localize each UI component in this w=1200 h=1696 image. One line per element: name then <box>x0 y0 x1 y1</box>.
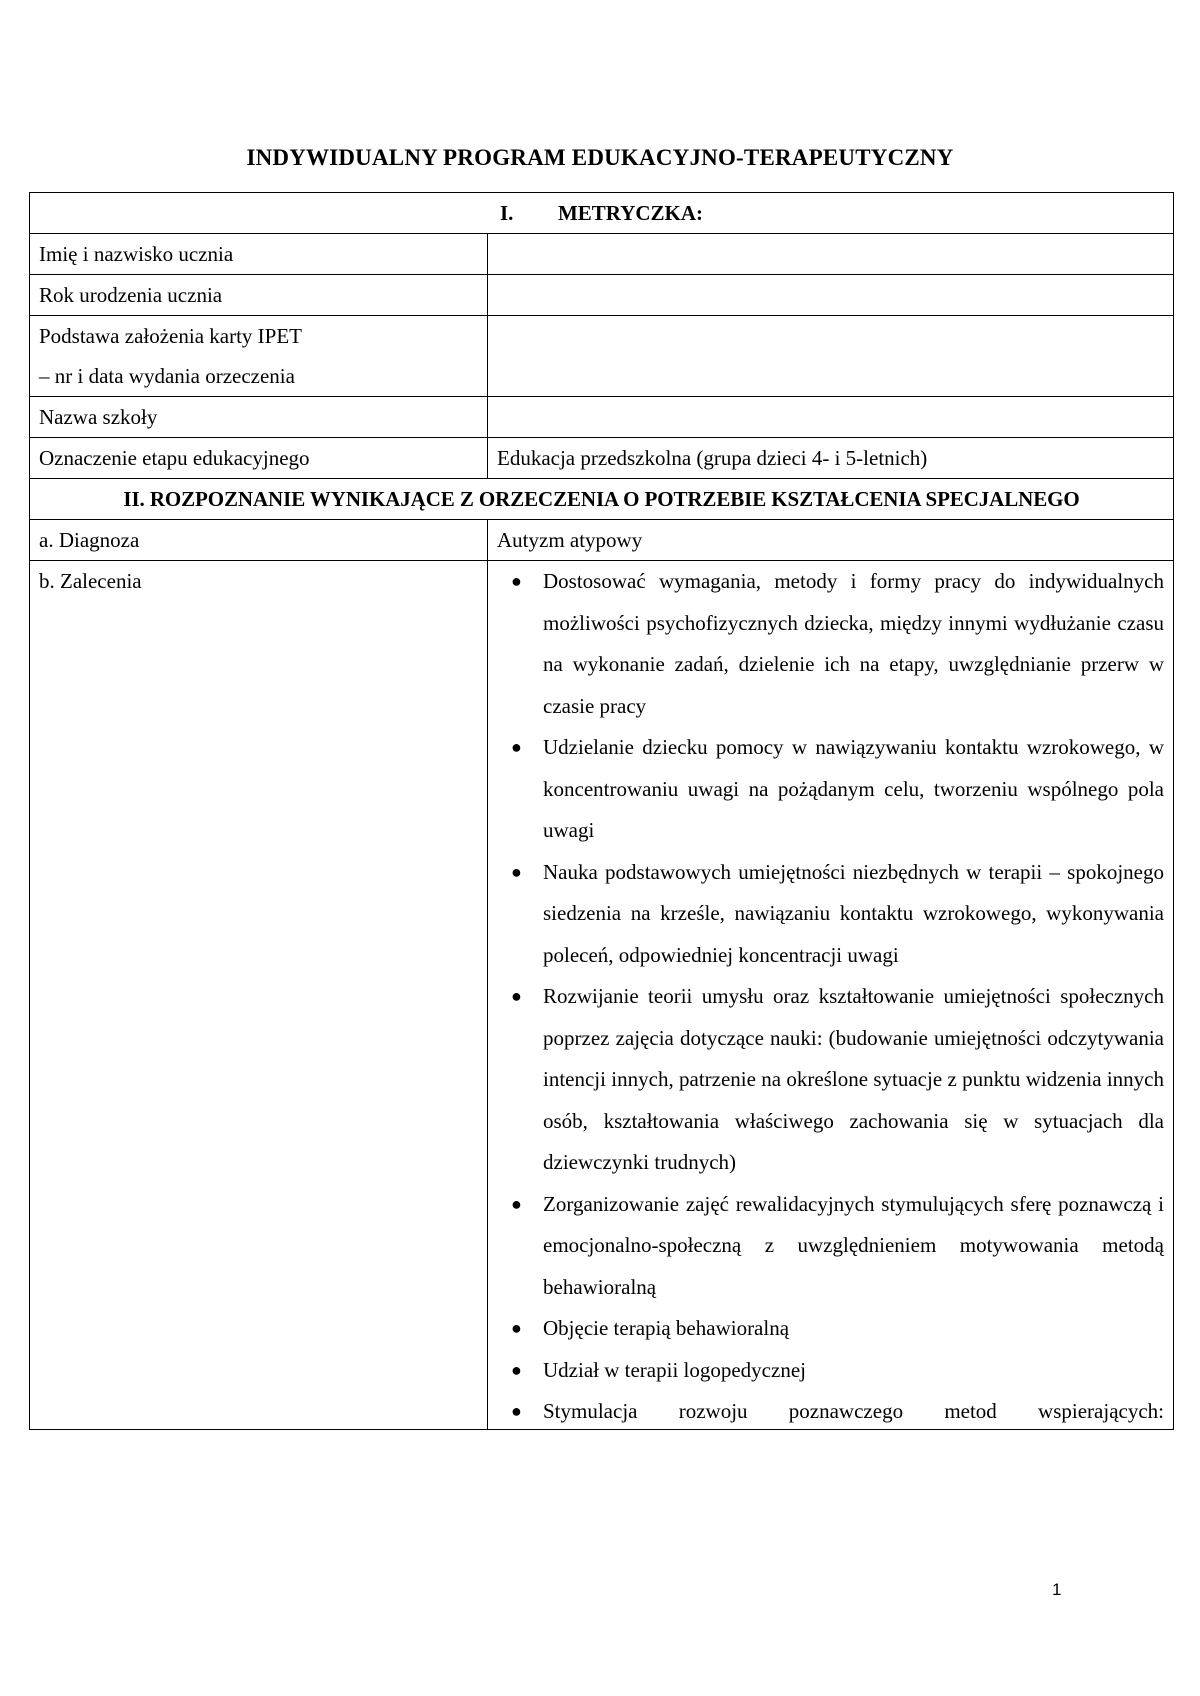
section-1-number: I. <box>499 201 514 225</box>
recommendation-item <box>497 727 1164 852</box>
recommendation-text: Zorganizowanie zajęć rewalidacyjnych stymulujących sferę poznawczą i emocjonalno-społeczną z uwzględnieniem motywowania metodą behawioralną <box>543 1191 1164 1299</box>
basis-label-line2: – nr i data wydania orzeczenia <box>39 364 295 388</box>
recommendation-text: Stymulacja rozwoju poznawczego metod wspierających: <box>543 1399 1164 1423</box>
bullet-icon: ● <box>511 1318 522 1338</box>
birth-year-value[interactable] <box>488 275 1174 316</box>
basis-label <box>30 316 488 397</box>
recommendation-text: Nauka podstawowych umiejętności niezbędnych w terapii – spokojnego siedzenia na krześle, nawiązaniu kontaktu wzrokowego, wykonywania poleceń, odpowiedniej koncentracji uwagi <box>543 859 1164 967</box>
recommendations-list <box>497 561 1164 1429</box>
birth-year-label: Rok urodzenia ucznia <box>30 275 488 316</box>
diagnosis-value[interactable]: Autyzm atypowy <box>488 520 1174 561</box>
recommendation-item <box>497 1184 1164 1309</box>
basis-value[interactable] <box>488 316 1174 397</box>
recommendation-item <box>497 1308 1164 1350</box>
recommendation-text: Udzielanie dziecku pomocy w nawiązywaniu kontaktu wzrokowego, w koncentrowaniu uwagi na pożądanym celu, tworzeniu wspólnego pola uwagi <box>543 735 1164 842</box>
page-number: 1 <box>1052 1580 1062 1599</box>
recommendation-text: Udział w terapii logopedycznej <box>543 1357 806 1382</box>
section-1-header <box>30 193 1174 234</box>
basis-row <box>30 316 1174 397</box>
recommendation-item <box>497 852 1164 977</box>
school-row <box>30 397 1174 438</box>
stage-value[interactable]: Edukacja przedszkolna (grupa dzieci 4- i 5-letnich) <box>488 438 1174 479</box>
recommendation-item <box>497 1391 1164 1429</box>
stage-label: Oznaczenie etapu edukacyjnego <box>30 438 488 479</box>
school-label: Nazwa szkoły <box>30 397 488 438</box>
diagnosis-label: a. Diagnoza <box>30 520 488 561</box>
birth-year-row <box>30 275 1174 316</box>
bullet-icon: ● <box>511 1193 522 1214</box>
school-value[interactable] <box>488 397 1174 438</box>
recommendations-value[interactable] <box>488 561 1174 1430</box>
bullet-icon: ● <box>511 986 522 1006</box>
name-label: Imię i nazwisko ucznia <box>30 234 488 275</box>
recommendations-row <box>30 561 1174 1430</box>
section-2-header: II. ROZPOZNANIE WYNIKAJĄCE Z ORZECZENIA O POTRZEBIE KSZTAŁCENIA SPECJALNEGO <box>30 479 1174 520</box>
section-1-header-row <box>30 193 1174 234</box>
recommendations-label: b. Zalecenia <box>30 561 488 1430</box>
name-value[interactable] <box>488 234 1174 275</box>
bullet-icon: ● <box>511 571 522 591</box>
ipet-table <box>29 192 1174 1430</box>
document-title: INDYWIDUALNY PROGRAM EDUKACYJNO-TERAPEUTYCZNY <box>246 145 954 170</box>
bullet-icon: ● <box>511 1359 522 1380</box>
recommendation-item <box>497 1350 1164 1392</box>
bullet-icon: ● <box>511 861 522 882</box>
diagnosis-row <box>30 520 1174 561</box>
recommendation-item <box>497 976 1164 1184</box>
stage-row <box>30 438 1174 479</box>
recommendation-item <box>497 561 1164 727</box>
section-1-title: METRYCZKA: <box>557 201 704 225</box>
bullet-icon: ● <box>511 737 522 757</box>
recommendation-text: Dostosować wymagania, metody i formy pracy do indywidualnych możliwości psychofizycznych dziecka, między innymi wydłużanie czasu na wykonanie zadań, dzielenie ich na etapy, uwzględnianie przerw w czasie pracy <box>543 569 1164 718</box>
section-2-header-row <box>30 479 1174 520</box>
name-row <box>30 234 1174 275</box>
basis-label-line1: Podstawa założenia karty IPET <box>39 324 302 348</box>
bullet-icon: ● <box>511 1401 522 1421</box>
recommendation-text: Objęcie terapią behawioralną <box>543 1316 790 1340</box>
recommendation-text: Rozwijanie teorii umysłu oraz kształtowanie umiejętności społecznych poprzez zajęcia dotyczące nauki: (budowanie umiejętności odczytywania intencji innych, patrzenie na określone sytuacje z punktu widzenia innych osób, kształtowania właściwego zachowania się w sytuacjach dla dziewczynki trudnych) <box>543 984 1164 1174</box>
